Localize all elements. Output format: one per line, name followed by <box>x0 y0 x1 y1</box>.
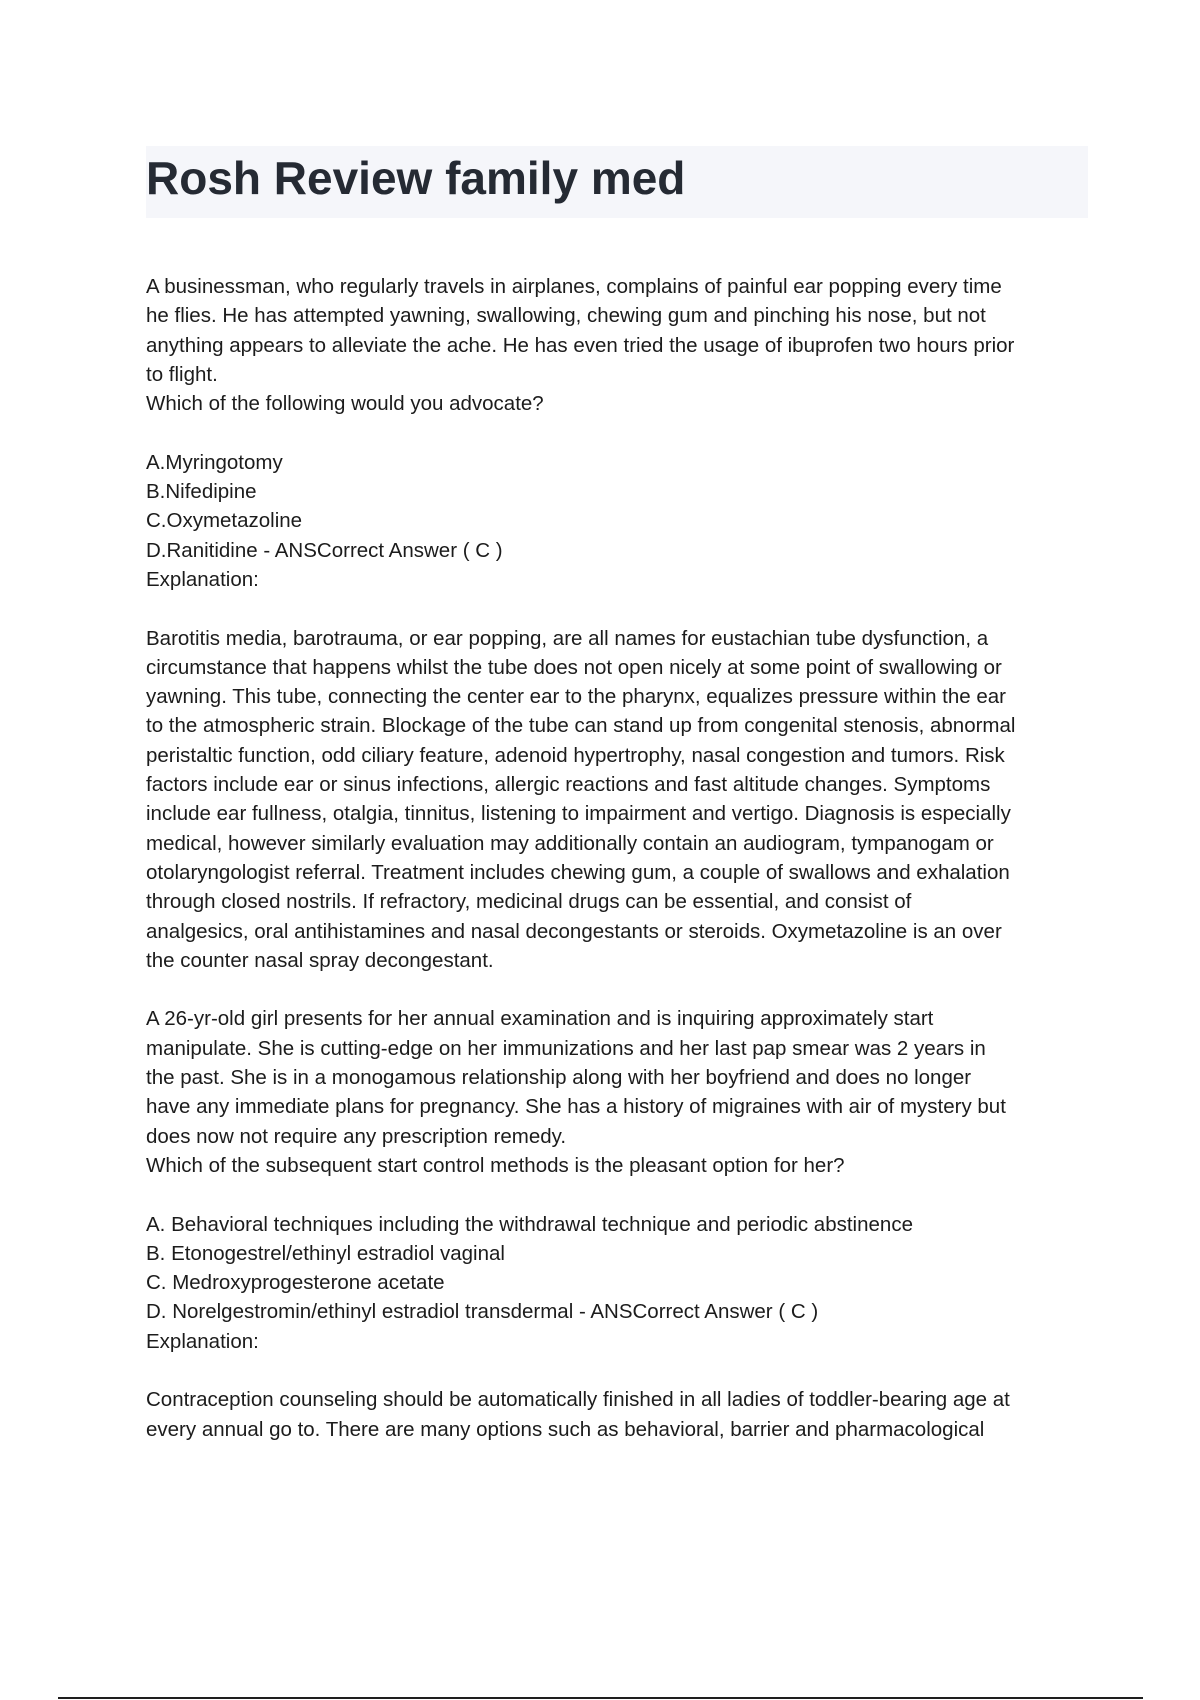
question-2-explanation-line: every annual go to. There are many options such as behavioral, barrier and pharmacological <box>146 1417 985 1441</box>
question-2-explanation-line: Contraception counseling should be automatically finished in all ladies of toddler-bearing age at <box>146 1388 1010 1412</box>
question-1-prompt: Which of the following would you advocate? <box>146 392 544 416</box>
question-2-prompt: Which of the subsequent start control methods is the pleasant option for her? <box>146 1153 845 1177</box>
question-2-option-c: C. Medroxyprogesterone acetate <box>146 1271 445 1295</box>
spacer <box>146 418 1096 447</box>
title-banner <box>146 146 1088 218</box>
question-2-stem-line: manipulate. She is cutting-edge on her immunizations and her last pap smear was 2 years in <box>146 1036 986 1060</box>
spacer <box>146 1180 1096 1209</box>
question-1 <box>146 272 1096 975</box>
question-1-option-a: A.Myringotomy <box>146 450 283 474</box>
question-1-option-d-answer: D.Ranitidine - ANSCorrect Answer ( C ) <box>146 538 503 562</box>
question-1-explanation-line: yawning. This tube, connecting the center ear to the pharynx, equalizes pressure within the ear <box>146 685 1006 709</box>
question-1-option-c: C.Oxymetazoline <box>146 509 303 533</box>
question-2-option-b: B. Etonogestrel/ethinyl estradiol vaginal <box>146 1241 505 1265</box>
question-1-explanation-line: to the atmospheric strain. Blockage of the tube can stand up from congenital stenosis, abnormal <box>146 714 1016 738</box>
question-1-option-b: B.Nifedipine <box>146 480 257 504</box>
question-2-stem-line: the past. She is in a monogamous relationship along with her boyfriend and does no longer <box>146 1066 972 1090</box>
question-2-stem-line: A 26-yr-old girl presents for her annual examination and is inquiring approximately start <box>146 1007 934 1031</box>
question-2-stem-line: have any immediate plans for pregnancy. She has a history of migraines with air of mystery but <box>146 1095 1006 1119</box>
question-1-explanation-line: peristaltic function, odd ciliary feature, adenoid hypertrophy, nasal congestion and tumors. Risk <box>146 743 1005 767</box>
question-1-explanation-line: through closed nostrils. If refractory, medicinal drugs can be essential, and consist of <box>146 890 912 914</box>
spacer <box>146 975 1096 1004</box>
question-1-explanation-line: factors include ear or sinus infections, allergic reactions and fast altitude changes. Symptoms <box>146 773 991 797</box>
question-1-explanation-line: medical, however similarly evaluation may additionally contain an audiogram, tympanogam or <box>146 831 994 855</box>
question-1-explanation-line: include ear fullness, otalgia, tinnitus, listening to impairment and vertigo. Diagnosis is especially <box>146 802 1011 826</box>
question-1-explanation-line: Barotitis media, barotrauma, or ear popping, are all names for eustachian tube dysfunction, a <box>146 626 989 650</box>
spacer <box>146 594 1096 623</box>
footer-rule <box>58 1697 1143 1699</box>
question-2-explanation-label: Explanation: <box>146 1329 259 1353</box>
question-2 <box>146 1004 1096 1443</box>
question-2-option-a: A. Behavioral techniques including the withdrawal technique and periodic abstinence <box>146 1212 913 1236</box>
question-1-stem-line: anything appears to alleviate the ache. He has even tried the usage of ibuprofen two hours prior <box>146 333 1015 357</box>
question-2-stem-line: does now not require any prescription remedy. <box>146 1124 567 1148</box>
question-1-explanation-line: circumstance that happens whilst the tube does not open nicely at some point of swallowing or <box>146 655 1002 679</box>
question-1-explanation-label: Explanation: <box>146 567 259 591</box>
question-1-stem-line: he flies. He has attempted yawning, swallowing, chewing gum and pinching his nose, but not <box>146 304 986 328</box>
question-1-explanation-line: otolaryngologist referral. Treatment includes chewing gum, a couple of swallows and exhalation <box>146 860 1010 884</box>
question-1-explanation-line: analgesics, oral antihistamines and nasal decongestants or steroids. Oxymetazoline is an over <box>146 919 1002 943</box>
question-2-option-d-answer: D. Norelgestromin/ethinyl estradiol transdermal - ANSCorrect Answer ( C ) <box>146 1300 819 1324</box>
question-1-stem-line: to flight. <box>146 362 218 386</box>
document-body <box>146 272 1096 1444</box>
spacer <box>146 1356 1096 1385</box>
question-1-explanation-line: the counter nasal spray decongestant. <box>146 948 494 972</box>
document-title: Rosh Review family med <box>146 152 686 204</box>
question-1-stem-line: A businessman, who regularly travels in airplanes, complains of painful ear popping every time <box>146 275 1002 298</box>
